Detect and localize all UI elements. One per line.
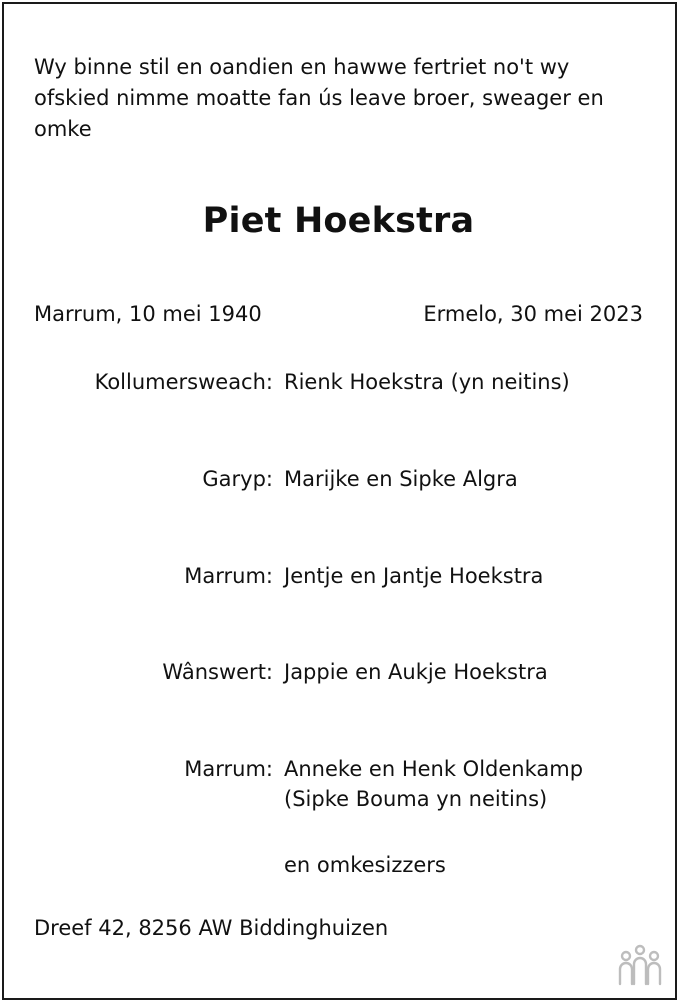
relative-place: Kollumersweach: xyxy=(94,370,273,394)
intro-text: Wy binne stil en oandien en hawwe fertriet no't wy ofskied nimme moatte fan ús leave broer, sweager en omke xyxy=(34,55,604,141)
deceased-name: Piet Hoekstra xyxy=(202,201,475,241)
relative-names: Anneke en Henk Oldenkamp xyxy=(284,757,584,781)
people-group-icon xyxy=(617,944,663,986)
relative-names: Jentje en Jantje Hoekstra xyxy=(284,564,544,588)
relative-place: Marrum: xyxy=(184,757,273,781)
relative-names-line2: (Sipke Bouma yn neitins) xyxy=(284,787,548,811)
death-date: Ermelo, 30 mei 2023 xyxy=(423,302,643,326)
closing-text: en omkesizzers xyxy=(284,853,446,877)
relative-names: Jappie en Aukje Hoekstra xyxy=(284,660,548,684)
relative-place: Wânswert: xyxy=(162,660,273,684)
address: Dreef 42, 8256 AW Biddinghuizen xyxy=(34,916,389,940)
relative-names: Rienk Hoekstra (yn neitins) xyxy=(284,370,570,394)
relative-names: Marijke en Sipke Algra xyxy=(284,467,518,491)
relative-place: Garyp: xyxy=(202,467,273,491)
relative-place: Marrum: xyxy=(184,564,273,588)
birth-date: Marrum, 10 mei 1940 xyxy=(34,302,262,326)
